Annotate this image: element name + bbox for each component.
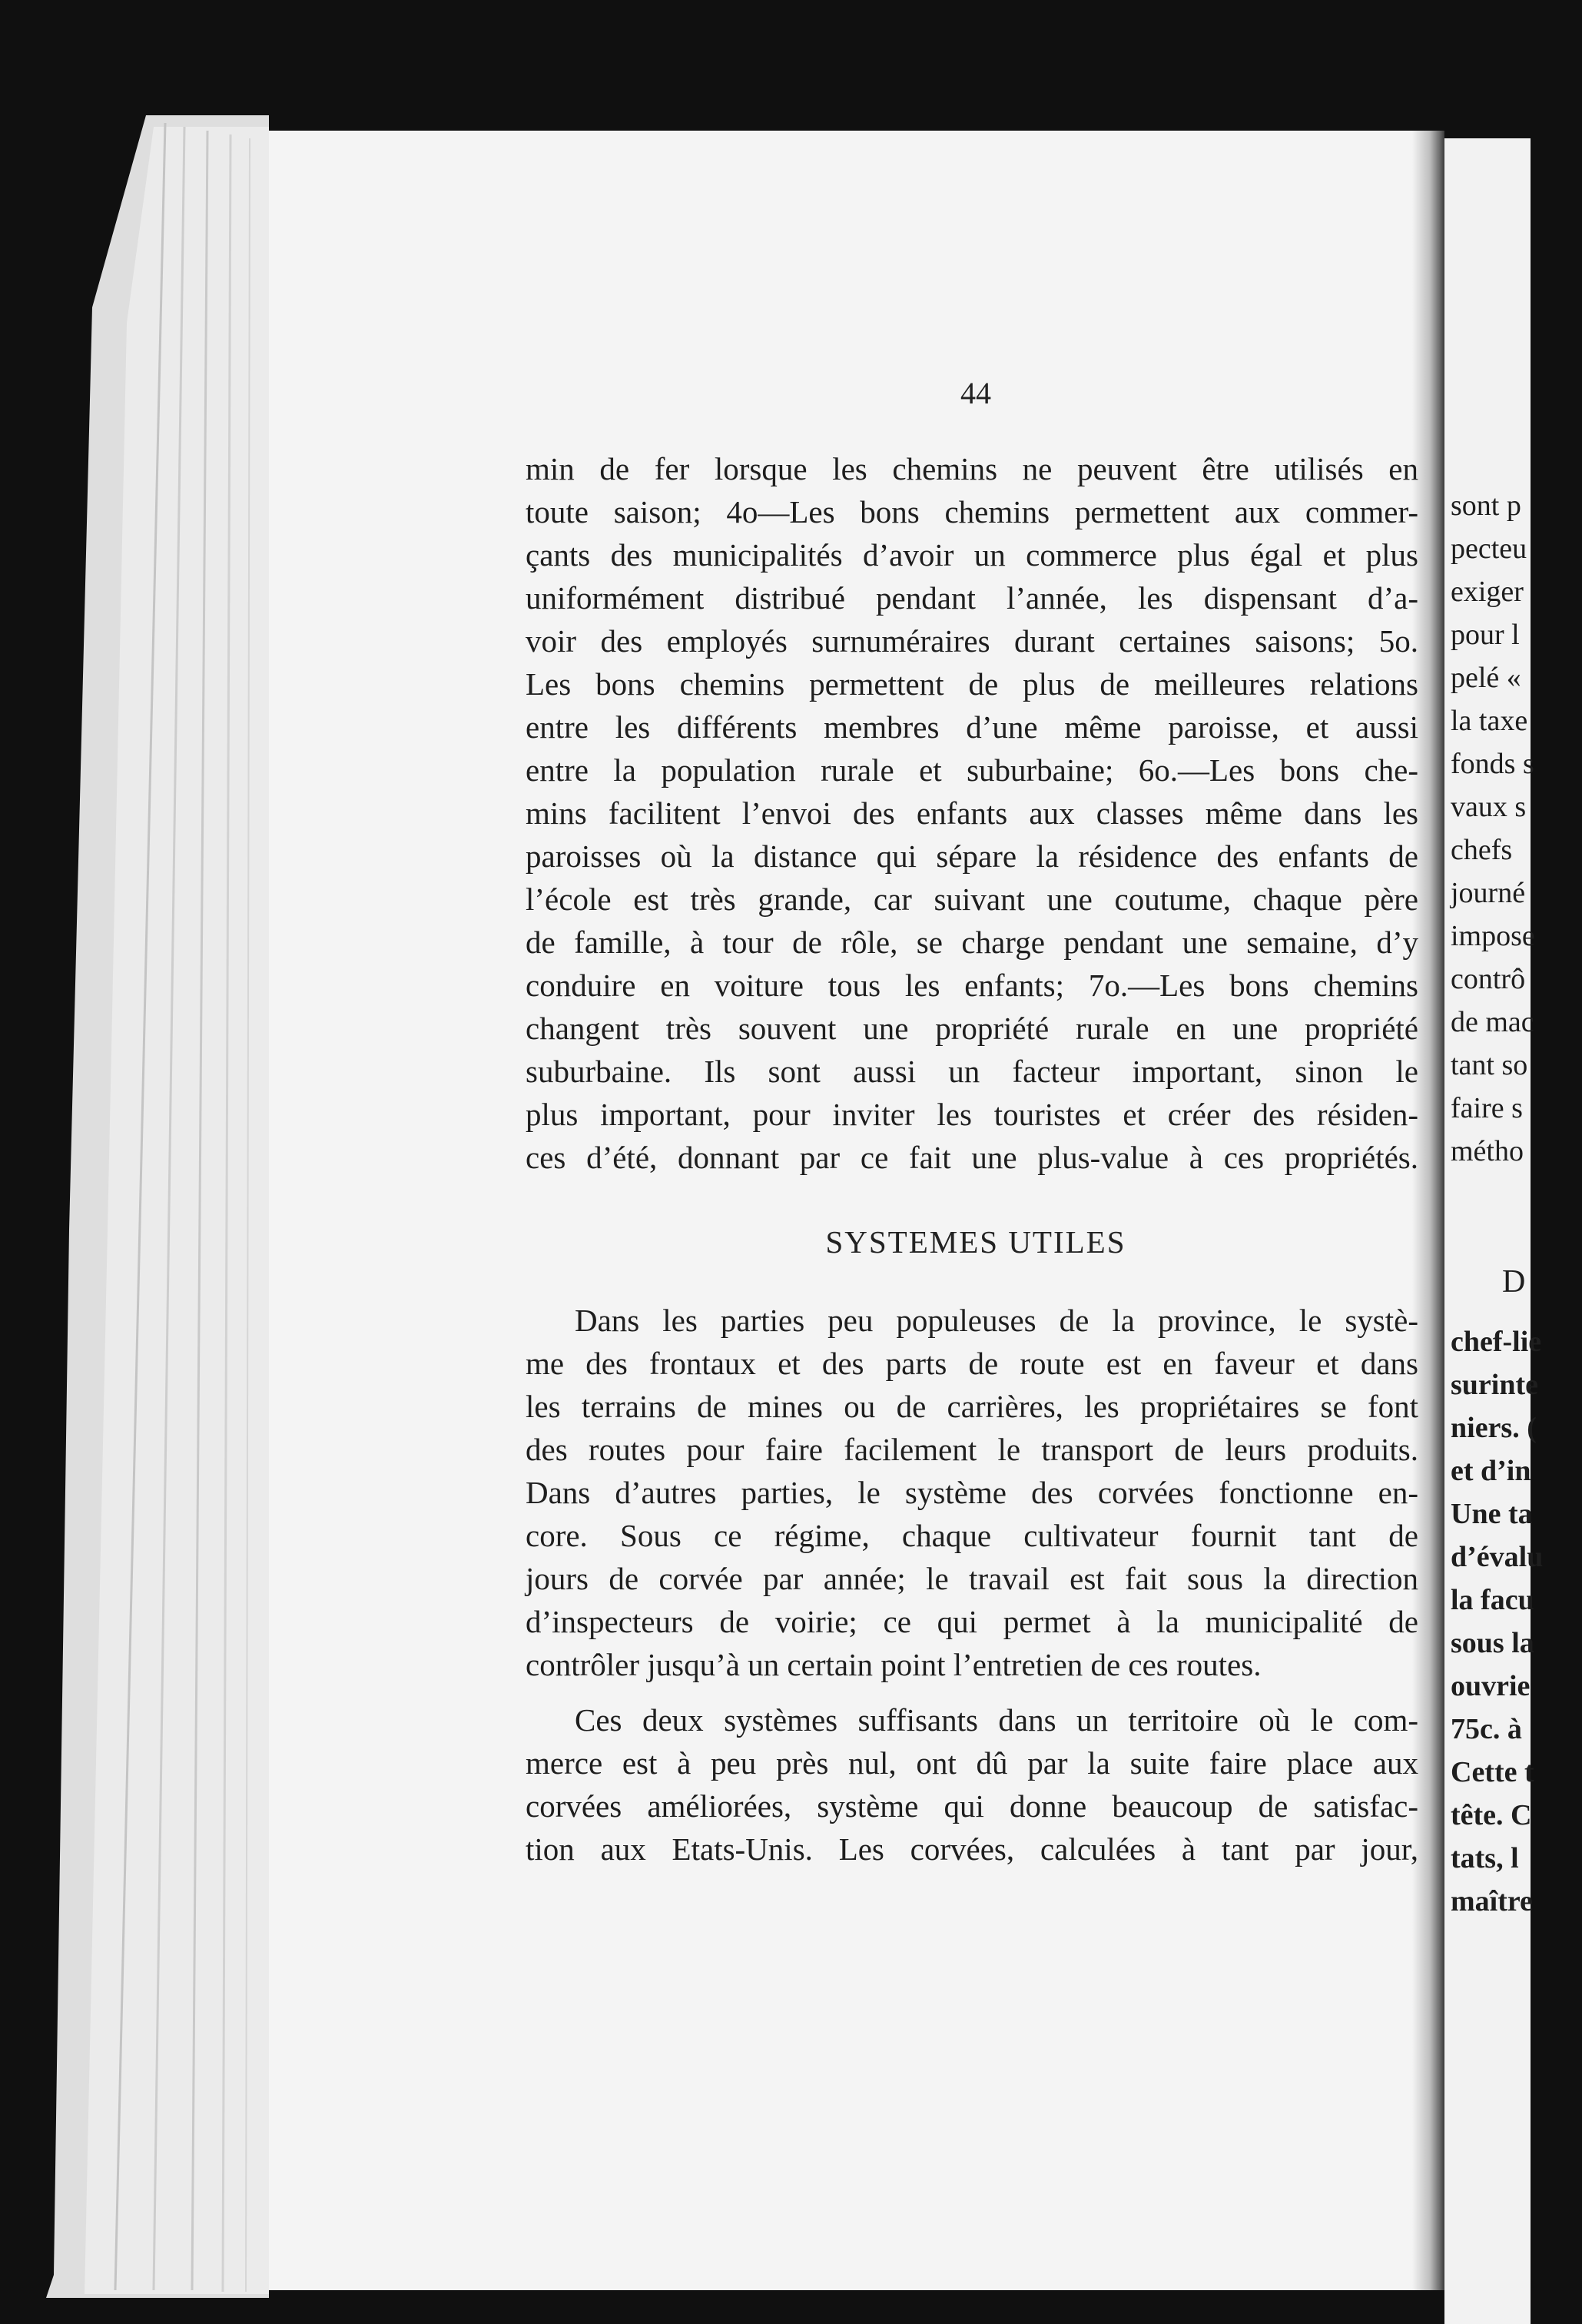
facing-line: tant so bbox=[1451, 1049, 1528, 1081]
text-line: mins facilitent l’envoi des enfants aux classes même dans les bbox=[526, 795, 1418, 831]
text-line: tion aux Etats-Unis. Les corvées, calculées à tant par jour, bbox=[526, 1831, 1418, 1867]
facing-line: la facu bbox=[1451, 1584, 1534, 1616]
facing-line: impose bbox=[1451, 920, 1535, 952]
text-line: plus important, pour inviter les touristes et créer des résiden- bbox=[526, 1097, 1418, 1132]
text-line: Dans d’autres parties, le système des corvées fonctionne en- bbox=[526, 1475, 1418, 1510]
facing-line: pelé « bbox=[1451, 662, 1521, 694]
text-line: entre la population rurale et suburbaine; 6o.—Les bons che- bbox=[526, 752, 1418, 788]
section-heading: SYSTEMES UTILES bbox=[825, 1224, 1126, 1260]
text-line: çants des municipalités d’avoir un commerce plus égal et plus bbox=[526, 537, 1418, 573]
facing-line: chef-lie bbox=[1451, 1326, 1542, 1358]
page-number: 44 bbox=[960, 376, 991, 410]
text-line: l’école est très grande, car suivant une coutume, chaque père bbox=[526, 881, 1418, 917]
text-line: ces d’été, donnant par ce fait une plus-value à ces propriétés. bbox=[526, 1140, 1418, 1175]
text-line: paroisses où la distance qui sépare la résidence des enfants de bbox=[526, 838, 1418, 874]
facing-line: métho bbox=[1451, 1135, 1524, 1167]
facing-line: tats, l bbox=[1451, 1842, 1519, 1874]
text-line: de famille, à tour de rôle, se charge pendant une semaine, d’y bbox=[526, 925, 1418, 960]
facing-line: sont p bbox=[1451, 490, 1521, 522]
facing-line: la taxe bbox=[1451, 705, 1528, 737]
text-line: contrôler jusqu’à un certain point l’entretien de ces routes. bbox=[526, 1647, 1262, 1682]
facing-line: ouvrie bbox=[1451, 1670, 1531, 1702]
facing-line: fonds s bbox=[1451, 748, 1534, 780]
facing-line: d’évalu bbox=[1451, 1541, 1544, 1573]
text-line: corvées améliorées, système qui donne beaucoup de satisfac- bbox=[526, 1788, 1418, 1824]
facing-line: faire s bbox=[1451, 1092, 1523, 1124]
facing-line: pour l bbox=[1451, 619, 1520, 651]
text-line: Les bons chemins permettent de plus de meilleures relations bbox=[526, 666, 1418, 702]
text-line: les terrains de mines ou de carrières, les propriétaires se font bbox=[526, 1389, 1418, 1424]
facing-line: vaux s bbox=[1451, 791, 1527, 823]
facing-line: maître bbox=[1451, 1885, 1533, 1917]
text-line: des routes pour faire facilement le transport de leurs produits. bbox=[526, 1432, 1418, 1467]
text-line: merce est à peu près nul, ont dû par la suite faire place aux bbox=[526, 1745, 1418, 1781]
facing-heading-fragment: D bbox=[1502, 1264, 1527, 1300]
text-line: voir des employés surnuméraires durant certaines saisons; 5o. bbox=[526, 623, 1418, 659]
facing-line: pecteu bbox=[1451, 533, 1527, 565]
facing-line: tête. C bbox=[1451, 1799, 1532, 1831]
facing-line: 75c. à bbox=[1451, 1713, 1522, 1745]
text-line: conduire en voiture tous les enfants; 7o.—Les bons chemins bbox=[526, 968, 1418, 1003]
facing-line: de mac bbox=[1451, 1006, 1534, 1038]
text-line: suburbaine. Ils sont aussi un facteur important, sinon le bbox=[526, 1054, 1418, 1089]
text-line: uniformément distribué pendant l’année, les dispensant d’a- bbox=[526, 580, 1418, 616]
text-line: core. Sous ce régime, chaque cultivateur fournit tant de bbox=[526, 1518, 1418, 1553]
facing-line: et d’in bbox=[1451, 1455, 1531, 1487]
text-line: Dans les parties peu populeuses de la province, le systè- bbox=[575, 1303, 1418, 1338]
facing-line: sous la bbox=[1451, 1627, 1534, 1659]
facing-page bbox=[1444, 138, 1544, 2324]
facing-line: Une ta bbox=[1451, 1498, 1533, 1530]
facing-line: surinte bbox=[1451, 1369, 1538, 1401]
facing-line: Cette t bbox=[1451, 1756, 1534, 1788]
text-line: Ces deux systèmes suffisants dans un territoire où le com- bbox=[575, 1702, 1418, 1738]
text-line: d’inspecteurs de voirie; ce qui permet à la municipalité de bbox=[526, 1604, 1418, 1639]
text-line: me des frontaux et des parts de route est en faveur et dans bbox=[526, 1346, 1418, 1381]
text-line: entre les différents membres d’une même paroisse, et aussi bbox=[526, 709, 1418, 745]
facing-line: chefs bbox=[1451, 834, 1513, 866]
facing-line: niers. ( bbox=[1451, 1412, 1537, 1444]
text-line: toute saison; 4o—Les bons chemins permettent aux commer- bbox=[526, 494, 1418, 530]
text-line: changent très souvent une propriété rurale en une propriété bbox=[526, 1011, 1418, 1046]
facing-line: contrô bbox=[1451, 963, 1526, 995]
facing-line: exiger bbox=[1451, 576, 1524, 608]
text-line: jours de corvée par année; le travail est fait sous la direction bbox=[526, 1561, 1418, 1596]
text-line: min de fer lorsque les chemins ne peuvent être utilisés en bbox=[526, 451, 1418, 486]
facing-line: journé bbox=[1451, 877, 1526, 909]
